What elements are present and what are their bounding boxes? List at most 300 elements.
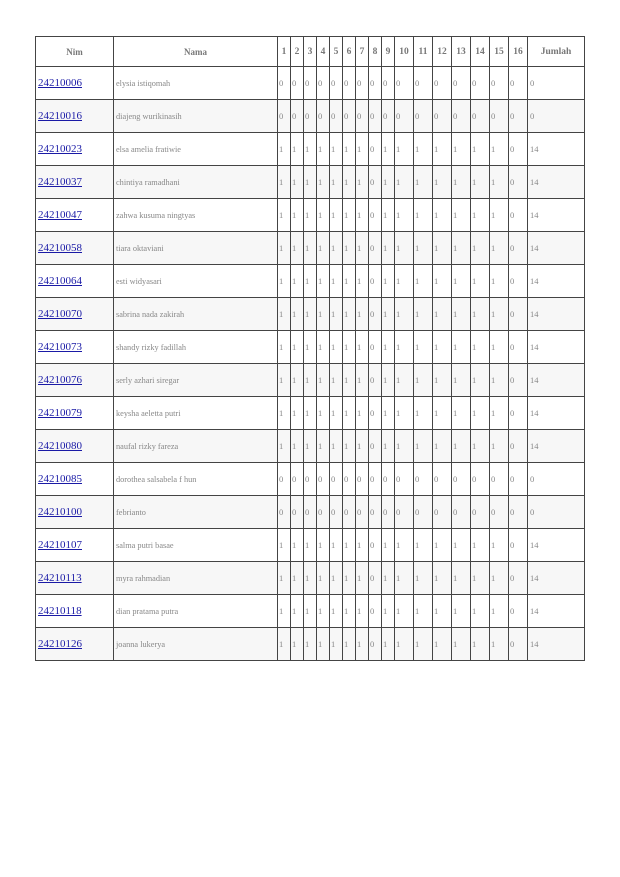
score-cell: 1 bbox=[382, 133, 395, 166]
score-cell: 0 bbox=[382, 67, 395, 100]
score-cell: 0 bbox=[369, 496, 382, 529]
score-cell: 1 bbox=[490, 430, 509, 463]
score-cell: 1 bbox=[452, 628, 471, 661]
nama-cell: shandy rizky fadillah bbox=[114, 331, 278, 364]
column-header-question-3: 3 bbox=[304, 37, 317, 67]
score-cell: 0 bbox=[509, 133, 528, 166]
score-cell: 0 bbox=[369, 364, 382, 397]
column-header-nim: Nim bbox=[36, 37, 114, 67]
score-cell: 0 bbox=[509, 364, 528, 397]
score-cell: 1 bbox=[395, 331, 414, 364]
score-cell: 0 bbox=[330, 496, 343, 529]
nim-cell bbox=[36, 331, 114, 364]
score-cell: 0 bbox=[509, 298, 528, 331]
score-cell: 1 bbox=[395, 199, 414, 232]
nim-cell bbox=[36, 199, 114, 232]
score-cell: 1 bbox=[490, 166, 509, 199]
score-cell: 1 bbox=[330, 364, 343, 397]
score-cell: 0 bbox=[433, 463, 452, 496]
score-cell: 0 bbox=[330, 67, 343, 100]
score-cell: 0 bbox=[490, 100, 509, 133]
score-cell: 1 bbox=[490, 628, 509, 661]
score-cell: 0 bbox=[304, 100, 317, 133]
nama-cell: esti widyasari bbox=[114, 265, 278, 298]
score-cell: 1 bbox=[317, 529, 330, 562]
score-cell: 1 bbox=[330, 166, 343, 199]
jumlah-cell: 14 bbox=[528, 595, 585, 628]
score-cell: 1 bbox=[382, 430, 395, 463]
score-cell: 0 bbox=[509, 529, 528, 562]
score-cell: 0 bbox=[433, 100, 452, 133]
score-cell: 1 bbox=[414, 265, 433, 298]
nama-cell: tiara oktaviani bbox=[114, 232, 278, 265]
score-cell: 0 bbox=[304, 67, 317, 100]
score-cell: 1 bbox=[433, 232, 452, 265]
score-cell: 1 bbox=[382, 595, 395, 628]
column-header-question-8: 8 bbox=[369, 37, 382, 67]
score-cell: 1 bbox=[291, 331, 304, 364]
nim-cell bbox=[36, 67, 114, 100]
nama-cell: diajeng wurikinasih bbox=[114, 100, 278, 133]
score-cell: 1 bbox=[414, 562, 433, 595]
table-row bbox=[36, 595, 585, 628]
score-cell: 0 bbox=[278, 67, 291, 100]
score-cell: 1 bbox=[452, 595, 471, 628]
score-cell: 1 bbox=[433, 562, 452, 595]
score-cell: 1 bbox=[330, 430, 343, 463]
score-cell: 1 bbox=[356, 562, 369, 595]
score-cell: 1 bbox=[343, 364, 356, 397]
nama-cell: zahwa kusuma ningtyas bbox=[114, 199, 278, 232]
nim-cell bbox=[36, 166, 114, 199]
score-cell: 0 bbox=[452, 100, 471, 133]
table-row bbox=[36, 331, 585, 364]
scores-table bbox=[35, 36, 585, 661]
nama-cell: elysia istiqomah bbox=[114, 67, 278, 100]
score-cell: 0 bbox=[509, 628, 528, 661]
score-cell: 0 bbox=[291, 496, 304, 529]
jumlah-cell: 14 bbox=[528, 364, 585, 397]
score-cell: 0 bbox=[356, 67, 369, 100]
jumlah-cell: 0 bbox=[528, 100, 585, 133]
score-cell: 1 bbox=[317, 331, 330, 364]
score-cell: 1 bbox=[490, 397, 509, 430]
score-cell: 0 bbox=[369, 67, 382, 100]
score-cell: 1 bbox=[471, 364, 490, 397]
nim-cell bbox=[36, 595, 114, 628]
score-cell: 0 bbox=[369, 133, 382, 166]
score-cell: 1 bbox=[490, 133, 509, 166]
score-cell: 1 bbox=[343, 298, 356, 331]
score-cell: 1 bbox=[317, 265, 330, 298]
table-header-row bbox=[36, 37, 585, 67]
score-cell: 1 bbox=[433, 595, 452, 628]
score-cell: 1 bbox=[414, 595, 433, 628]
score-cell: 0 bbox=[509, 463, 528, 496]
score-cell: 1 bbox=[291, 397, 304, 430]
score-cell: 1 bbox=[330, 199, 343, 232]
column-header-question-4: 4 bbox=[317, 37, 330, 67]
score-cell: 1 bbox=[452, 166, 471, 199]
column-header-question-9: 9 bbox=[382, 37, 395, 67]
table-row bbox=[36, 133, 585, 166]
jumlah-cell: 14 bbox=[528, 166, 585, 199]
score-cell: 1 bbox=[490, 364, 509, 397]
jumlah-cell: 14 bbox=[528, 298, 585, 331]
score-cell: 1 bbox=[471, 397, 490, 430]
score-cell: 1 bbox=[304, 430, 317, 463]
nim-link[interactable]: 24210070 bbox=[38, 308, 82, 320]
score-cell: 1 bbox=[291, 628, 304, 661]
score-cell: 0 bbox=[369, 397, 382, 430]
nama-cell: salma putri basae bbox=[114, 529, 278, 562]
score-cell: 1 bbox=[471, 595, 490, 628]
nim-cell bbox=[36, 562, 114, 595]
score-cell: 1 bbox=[414, 529, 433, 562]
score-cell: 1 bbox=[395, 430, 414, 463]
score-cell: 1 bbox=[395, 595, 414, 628]
nim-link[interactable]: 24210107 bbox=[38, 539, 82, 551]
score-cell: 1 bbox=[471, 331, 490, 364]
score-cell: 1 bbox=[330, 265, 343, 298]
column-header-question-12: 12 bbox=[433, 37, 452, 67]
score-cell: 1 bbox=[304, 595, 317, 628]
score-cell: 1 bbox=[471, 199, 490, 232]
score-cell: 1 bbox=[330, 331, 343, 364]
score-cell: 1 bbox=[433, 298, 452, 331]
column-header-question-14: 14 bbox=[471, 37, 490, 67]
score-cell: 1 bbox=[433, 166, 452, 199]
nim-link[interactable]: 24210113 bbox=[38, 572, 82, 584]
score-cell: 0 bbox=[382, 496, 395, 529]
column-header-question-5: 5 bbox=[330, 37, 343, 67]
score-cell: 1 bbox=[490, 232, 509, 265]
score-cell: 1 bbox=[356, 430, 369, 463]
score-cell: 1 bbox=[278, 232, 291, 265]
nim-link[interactable]: 24210073 bbox=[38, 341, 82, 353]
jumlah-cell: 14 bbox=[528, 562, 585, 595]
score-cell: 0 bbox=[369, 430, 382, 463]
score-cell: 0 bbox=[369, 265, 382, 298]
score-cell: 1 bbox=[414, 166, 433, 199]
jumlah-cell: 14 bbox=[528, 430, 585, 463]
score-cell: 0 bbox=[291, 100, 304, 133]
score-cell: 1 bbox=[291, 562, 304, 595]
nama-cell: dorothea salsabela f hun bbox=[114, 463, 278, 496]
score-cell: 1 bbox=[452, 133, 471, 166]
score-cell: 1 bbox=[278, 430, 291, 463]
nama-cell: dian pratama putra bbox=[114, 595, 278, 628]
score-cell: 1 bbox=[304, 529, 317, 562]
score-cell: 1 bbox=[278, 331, 291, 364]
score-cell: 1 bbox=[395, 529, 414, 562]
score-cell: 1 bbox=[433, 265, 452, 298]
score-cell: 1 bbox=[343, 397, 356, 430]
nama-cell: elsa amelia fratiwie bbox=[114, 133, 278, 166]
score-cell: 0 bbox=[369, 463, 382, 496]
score-cell: 1 bbox=[395, 397, 414, 430]
nim-link[interactable]: 24210076 bbox=[38, 374, 82, 386]
score-cell: 1 bbox=[356, 298, 369, 331]
jumlah-cell: 14 bbox=[528, 529, 585, 562]
score-cell: 1 bbox=[395, 232, 414, 265]
column-header-jumlah: Jumlah bbox=[528, 37, 585, 67]
column-header-question-2: 2 bbox=[291, 37, 304, 67]
score-cell: 1 bbox=[452, 298, 471, 331]
score-cell: 1 bbox=[382, 364, 395, 397]
table-row bbox=[36, 364, 585, 397]
score-cell: 1 bbox=[395, 364, 414, 397]
nim-link[interactable]: 24210080 bbox=[38, 440, 82, 452]
score-cell: 1 bbox=[382, 628, 395, 661]
nim-cell bbox=[36, 463, 114, 496]
score-cell: 1 bbox=[304, 364, 317, 397]
score-cell: 1 bbox=[330, 133, 343, 166]
score-cell: 1 bbox=[433, 199, 452, 232]
score-cell: 0 bbox=[369, 628, 382, 661]
nim-cell bbox=[36, 265, 114, 298]
score-cell: 0 bbox=[414, 496, 433, 529]
score-cell: 1 bbox=[330, 595, 343, 628]
score-cell: 0 bbox=[382, 463, 395, 496]
score-cell: 1 bbox=[304, 397, 317, 430]
score-cell: 1 bbox=[452, 529, 471, 562]
score-cell: 1 bbox=[490, 199, 509, 232]
score-cell: 1 bbox=[356, 166, 369, 199]
nim-link[interactable]: 24210023 bbox=[38, 143, 82, 155]
score-cell: 1 bbox=[330, 232, 343, 265]
score-cell: 1 bbox=[278, 265, 291, 298]
score-cell: 0 bbox=[452, 496, 471, 529]
score-cell: 1 bbox=[291, 265, 304, 298]
nim-cell bbox=[36, 232, 114, 265]
nim-cell bbox=[36, 100, 114, 133]
score-cell: 0 bbox=[330, 463, 343, 496]
score-cell: 1 bbox=[356, 232, 369, 265]
nama-cell: keysha aeletta putri bbox=[114, 397, 278, 430]
nim-link[interactable]: 24210058 bbox=[38, 242, 82, 254]
score-cell: 1 bbox=[278, 364, 291, 397]
score-cell: 0 bbox=[395, 496, 414, 529]
nim-cell bbox=[36, 397, 114, 430]
score-cell: 0 bbox=[509, 595, 528, 628]
score-cell: 0 bbox=[395, 100, 414, 133]
score-cell: 1 bbox=[330, 562, 343, 595]
score-cell: 0 bbox=[509, 562, 528, 595]
score-cell: 1 bbox=[317, 595, 330, 628]
score-cell: 0 bbox=[278, 496, 291, 529]
score-cell: 1 bbox=[452, 364, 471, 397]
score-cell: 1 bbox=[317, 562, 330, 595]
score-cell: 0 bbox=[369, 232, 382, 265]
score-cell: 1 bbox=[382, 232, 395, 265]
score-cell: 1 bbox=[356, 199, 369, 232]
nim-link[interactable]: 24210016 bbox=[38, 110, 82, 122]
score-cell: 1 bbox=[356, 331, 369, 364]
nim-cell bbox=[36, 496, 114, 529]
score-cell: 1 bbox=[395, 133, 414, 166]
score-cell: 1 bbox=[433, 430, 452, 463]
score-cell: 1 bbox=[471, 232, 490, 265]
score-cell: 1 bbox=[490, 562, 509, 595]
score-cell: 1 bbox=[343, 232, 356, 265]
score-cell: 0 bbox=[317, 463, 330, 496]
nim-link[interactable]: 24210118 bbox=[38, 605, 82, 617]
score-cell: 0 bbox=[471, 67, 490, 100]
table-row bbox=[36, 100, 585, 133]
score-cell: 1 bbox=[330, 397, 343, 430]
column-header-question-6: 6 bbox=[343, 37, 356, 67]
table-row bbox=[36, 463, 585, 496]
score-cell: 1 bbox=[395, 166, 414, 199]
score-cell: 1 bbox=[433, 397, 452, 430]
table-row bbox=[36, 265, 585, 298]
score-cell: 1 bbox=[414, 397, 433, 430]
score-cell: 1 bbox=[343, 430, 356, 463]
nama-cell: chintiya ramadhani bbox=[114, 166, 278, 199]
score-cell: 1 bbox=[452, 331, 471, 364]
table-row bbox=[36, 298, 585, 331]
table-row bbox=[36, 628, 585, 661]
score-cell: 0 bbox=[369, 100, 382, 133]
score-cell: 1 bbox=[304, 232, 317, 265]
score-cell: 0 bbox=[509, 397, 528, 430]
score-cell: 1 bbox=[291, 364, 304, 397]
score-cell: 0 bbox=[509, 67, 528, 100]
column-header-question-15: 15 bbox=[490, 37, 509, 67]
nama-cell: myra rahmadian bbox=[114, 562, 278, 595]
score-cell: 1 bbox=[330, 529, 343, 562]
score-cell: 1 bbox=[382, 298, 395, 331]
score-cell: 1 bbox=[382, 529, 395, 562]
column-header-question-13: 13 bbox=[452, 37, 471, 67]
score-cell: 1 bbox=[343, 562, 356, 595]
score-cell: 0 bbox=[343, 100, 356, 133]
score-cell: 1 bbox=[395, 562, 414, 595]
score-cell: 0 bbox=[356, 496, 369, 529]
nim-link[interactable]: 24210085 bbox=[38, 473, 82, 485]
score-cell: 1 bbox=[356, 265, 369, 298]
table-row bbox=[36, 496, 585, 529]
score-cell: 1 bbox=[395, 265, 414, 298]
table-row bbox=[36, 529, 585, 562]
score-cell: 1 bbox=[356, 595, 369, 628]
score-cell: 0 bbox=[452, 67, 471, 100]
score-cell: 1 bbox=[304, 331, 317, 364]
score-cell: 1 bbox=[452, 397, 471, 430]
score-cell: 1 bbox=[414, 628, 433, 661]
score-cell: 0 bbox=[343, 463, 356, 496]
score-cell: 1 bbox=[343, 628, 356, 661]
score-cell: 1 bbox=[343, 133, 356, 166]
score-cell: 1 bbox=[278, 628, 291, 661]
column-header-question-10: 10 bbox=[395, 37, 414, 67]
score-cell: 1 bbox=[382, 397, 395, 430]
score-cell: 1 bbox=[291, 529, 304, 562]
nama-cell: febrianto bbox=[114, 496, 278, 529]
score-cell: 0 bbox=[317, 67, 330, 100]
score-cell: 1 bbox=[471, 133, 490, 166]
nim-cell bbox=[36, 529, 114, 562]
score-cell: 1 bbox=[414, 199, 433, 232]
score-cell: 0 bbox=[382, 100, 395, 133]
score-cell: 0 bbox=[369, 166, 382, 199]
nim-link[interactable]: 24210079 bbox=[38, 407, 82, 419]
score-cell: 1 bbox=[490, 331, 509, 364]
score-cell: 1 bbox=[343, 595, 356, 628]
nim-link[interactable]: 24210126 bbox=[38, 638, 82, 650]
nim-cell bbox=[36, 364, 114, 397]
nim-cell bbox=[36, 133, 114, 166]
nim-link[interactable]: 24210037 bbox=[38, 176, 82, 188]
table-row bbox=[36, 430, 585, 463]
nama-cell: naufal rizky fareza bbox=[114, 430, 278, 463]
nim-cell bbox=[36, 430, 114, 463]
score-cell: 1 bbox=[452, 199, 471, 232]
score-cell: 1 bbox=[278, 199, 291, 232]
column-header-question-7: 7 bbox=[356, 37, 369, 67]
nim-link[interactable]: 24210047 bbox=[38, 209, 82, 221]
score-cell: 1 bbox=[291, 166, 304, 199]
score-cell: 1 bbox=[471, 628, 490, 661]
score-cell: 1 bbox=[452, 265, 471, 298]
score-cell: 1 bbox=[471, 430, 490, 463]
score-cell: 1 bbox=[490, 265, 509, 298]
score-cell: 0 bbox=[278, 100, 291, 133]
score-cell: 0 bbox=[509, 331, 528, 364]
score-cell: 1 bbox=[433, 364, 452, 397]
jumlah-cell: 14 bbox=[528, 199, 585, 232]
score-cell: 1 bbox=[291, 133, 304, 166]
score-cell: 0 bbox=[414, 67, 433, 100]
score-cell: 1 bbox=[343, 166, 356, 199]
score-cell: 0 bbox=[317, 100, 330, 133]
score-cell: 1 bbox=[452, 562, 471, 595]
score-cell: 1 bbox=[304, 298, 317, 331]
nim-link[interactable]: 24210100 bbox=[38, 506, 82, 518]
score-cell: 1 bbox=[414, 298, 433, 331]
nama-cell: serly azhari siregar bbox=[114, 364, 278, 397]
score-cell: 1 bbox=[278, 562, 291, 595]
score-cell: 1 bbox=[304, 199, 317, 232]
column-header-question-16: 16 bbox=[509, 37, 528, 67]
score-cell: 1 bbox=[414, 364, 433, 397]
score-cell: 1 bbox=[291, 199, 304, 232]
score-cell: 1 bbox=[317, 232, 330, 265]
score-cell: 0 bbox=[509, 496, 528, 529]
score-cell: 1 bbox=[343, 331, 356, 364]
nim-cell bbox=[36, 298, 114, 331]
score-cell: 1 bbox=[433, 133, 452, 166]
score-cell: 1 bbox=[304, 562, 317, 595]
score-cell: 1 bbox=[278, 397, 291, 430]
score-cell: 1 bbox=[343, 265, 356, 298]
nim-link[interactable]: 24210006 bbox=[38, 77, 82, 89]
score-cell: 0 bbox=[291, 463, 304, 496]
nim-link[interactable]: 24210064 bbox=[38, 275, 82, 287]
score-cell: 1 bbox=[317, 166, 330, 199]
score-cell: 1 bbox=[356, 397, 369, 430]
jumlah-cell: 0 bbox=[528, 67, 585, 100]
score-cell: 0 bbox=[433, 67, 452, 100]
jumlah-cell: 14 bbox=[528, 133, 585, 166]
score-cell: 0 bbox=[369, 331, 382, 364]
score-cell: 0 bbox=[490, 67, 509, 100]
score-cell: 0 bbox=[509, 232, 528, 265]
score-cell: 1 bbox=[356, 529, 369, 562]
score-cell: 1 bbox=[471, 562, 490, 595]
score-cell: 0 bbox=[509, 166, 528, 199]
